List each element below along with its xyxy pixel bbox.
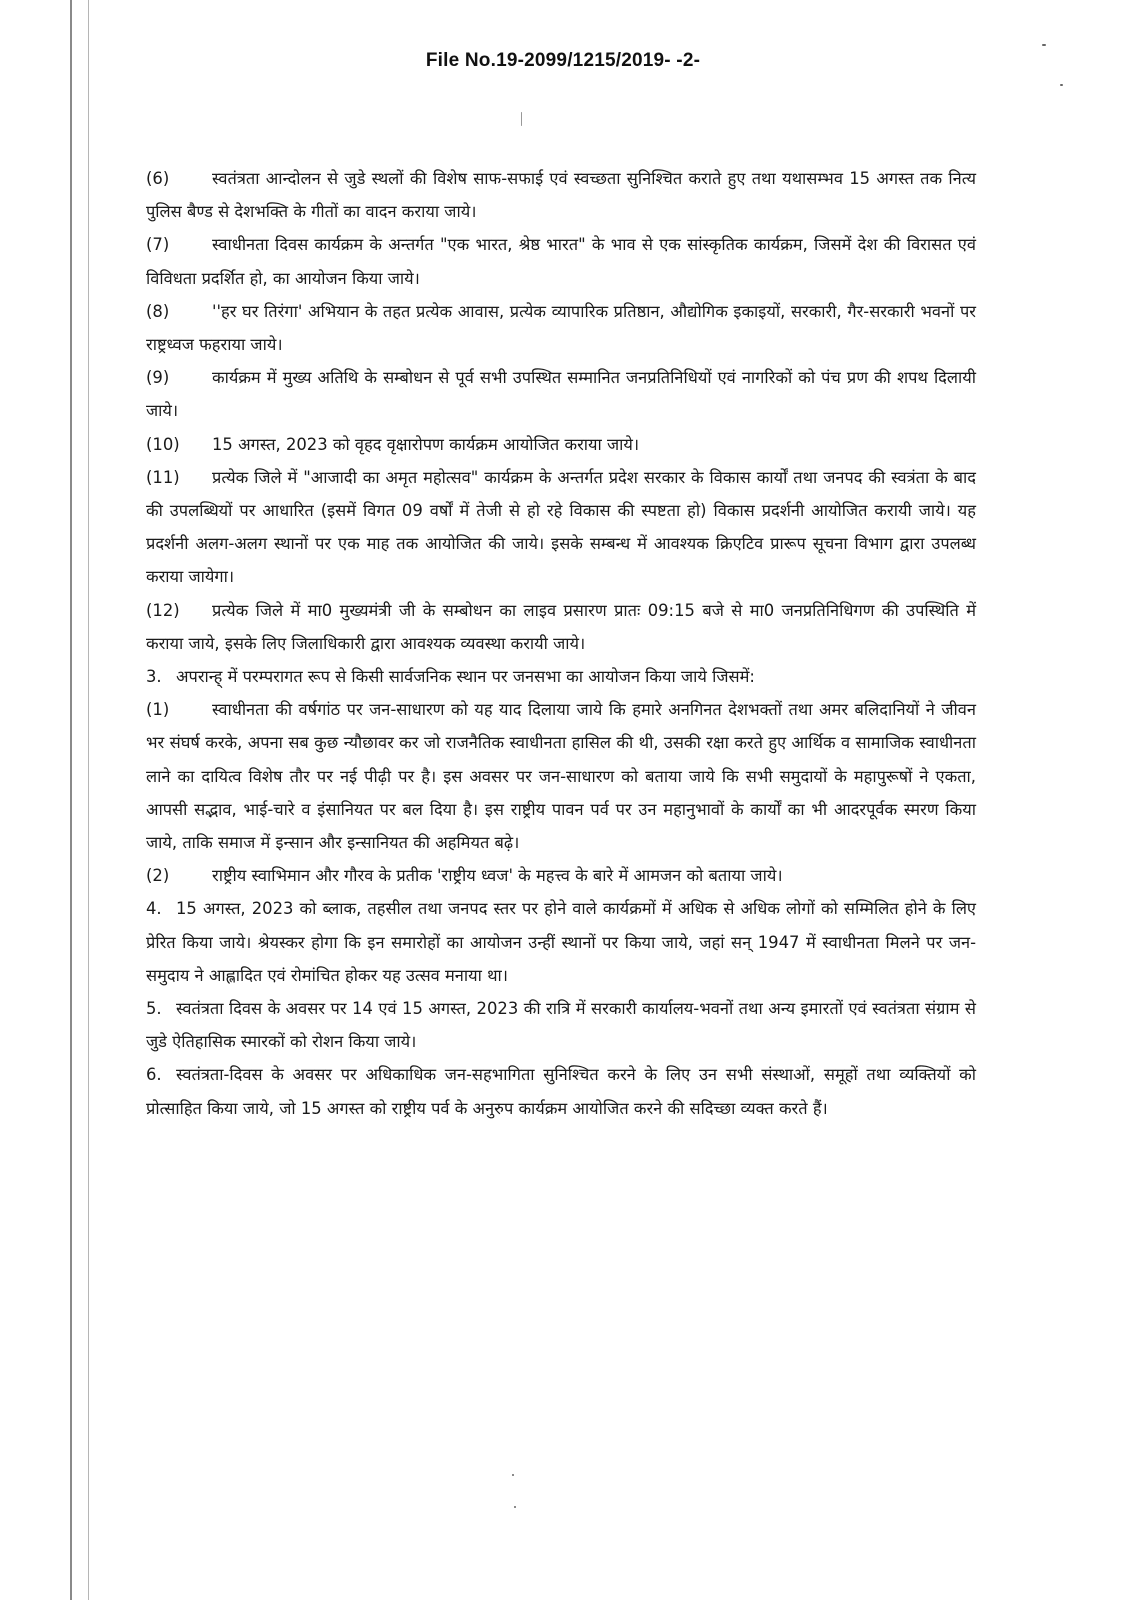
file-number-header: File No.19-2099/1215/2019- -2- <box>425 50 701 71</box>
paragraph-text: स्वाधीनता की वर्षगांठ पर जन-साधारण को यह याद दिलाया जाये कि हमारे अनगिनत देशभक्तों तथा अमर बलिदानियों ने जीवन भर संघर्ष करके, अपना सब कुछ न्यौछावर कर जो राजनैतिक स्वाधीनता हासिल की थी, उसकी रक्षा करते हुए आर्थिक व सामाजिक स्वाधीनता लाने का दायित्व विशेष तौर पर नई पीढ़ी पर है। इस अवसर पर जन-साधारण को बताया जाये कि सभी समुदायों के महापुरूषों ने एकता, आपसी सद्भाव, भाई-चारे व इंसानियत पर बल दिया है। इस राष्ट्रीय पावन पर्व पर उन महानुभावों के कार्यों का भी आदरपूर्वक स्मरण किया जाये, ताकि समाज में इन्सान और इन्सानियत की अहमियत बढ़े। <box>146 700 976 853</box>
section-number: 5. <box>146 999 162 1019</box>
paragraph-number: (8) <box>146 301 170 321</box>
paragraph-number: (2) <box>146 866 170 886</box>
scan-speck <box>521 112 522 126</box>
paragraph-text: स्वतंत्रता आन्दोलन से जुडे स्थलों की विशेष साफ-सफाई एवं स्वच्छता सुनिश्चित कराते हुए तथा यथासम्भव 15 अगस्त तक नित्य पुलिस बैण्ड से देशभक्ति के गीतों का वादन कराया जाये। <box>146 169 976 222</box>
paragraph-3-2 <box>146 859 976 892</box>
paragraph-number: (12) <box>146 600 180 620</box>
paragraph-number: (1) <box>146 700 170 720</box>
paragraph-12 <box>146 594 976 660</box>
paragraph-text: अपरान्ह् में परम्परागत रूप से किसी सार्वजनिक स्थान पर जनसभा का आयोजन किया जाये जिसमें: <box>176 667 755 687</box>
paragraph-8 <box>146 295 976 361</box>
scan-margin-line <box>70 0 72 1600</box>
paragraph-text: 15 अगस्त, 2023 को ब्लाक, तहसील तथा जनपद स्तर पर होने वाले कार्यक्रमों में अधिक से अधिक लोगों को सम्मिलित होने के लिए प्रेरित किया जाये। श्रेयस्कर होगा कि इन समारोहों का आयोजन उन्हीं स्थानों पर किया जाये, जहां सन् 1947 में स्वाधीनता मिलने पर जन-समुदाय ने आह्लादित एवं रोमांचित होकर यह उत्सव मनाया था। <box>146 899 976 985</box>
scan-speck <box>1042 44 1046 46</box>
scan-margin-line-inner <box>88 0 89 1600</box>
section-5 <box>146 992 976 1058</box>
paragraph-number: (10) <box>146 434 180 454</box>
section-number: 3. <box>146 667 162 687</box>
document-body <box>146 162 976 1125</box>
paragraph-text: प्रत्येक जिले में "आजादी का अमृत महोत्सव" कार्यक्रम के अन्तर्गत प्रदेश सरकार के विकास कार्यों तथा जनपद की स्वत्रंता के बाद की उपलब्धियों पर आधारित (इसमें विगत 09 वर्षों में तेजी से हो रहे विकास की स्पष्टता हो) विकास प्रदर्शनी आयोजित करायी जाये। यह प्रदर्शनी अलग-अलग स्थानों पर एक माह तक आयोजित की जाये। इसके सम्बन्ध में आवश्यक क्रिएटिव प्रारूप सूचना विभाग द्वारा उपलब्ध कराया जायेगा। <box>146 467 976 587</box>
paragraph-number: (11) <box>146 467 180 487</box>
paragraph-text: स्वतंत्रता दिवस के अवसर पर 14 एवं 15 अगस्त, 2023 की रात्रि में सरकारी कार्यालय-भवनों तथा अन्य इमारतों एवं स्वतंत्रता संग्राम से जुडे ऐतिहासिक स्मारकों को रोशन किया जाये। <box>146 999 976 1052</box>
section-number: 6. <box>146 1065 162 1085</box>
paragraph-number: (7) <box>146 235 170 255</box>
paragraph-9 <box>146 361 976 427</box>
scan-speck <box>512 1474 514 1476</box>
paragraph-10 <box>146 428 976 461</box>
paragraph-text: ''हर घर तिरंगा' अभियान के तहत प्रत्येक आवास, प्रत्येक व्यापारिक प्रतिष्ठान, औद्योगिक इकाइयों, सरकारी, गैर-सरकारी भवनों पर राष्ट्रध्वज फहराया जाये। <box>146 301 976 355</box>
section-number: 4. <box>146 899 162 919</box>
section-3 <box>146 660 976 693</box>
paragraph-text: 15 अगस्त, 2023 को वृहद वृक्षारोपण कार्यक्रम आयोजित कराया जाये। <box>212 434 640 454</box>
paragraph-number: (9) <box>146 368 170 388</box>
scan-speck <box>514 1506 516 1508</box>
paragraph-3-1 <box>146 693 976 859</box>
paragraph-text: राष्ट्रीय स्वाभिमान और गौरव के प्रतीक 'राष्ट्रीय ध्वज' के महत्त्व के बारे में आमजन को बताया जाये। <box>212 866 783 886</box>
paragraph-7 <box>146 228 976 294</box>
section-6 <box>146 1058 976 1124</box>
paragraph-text: कार्यक्रम में मुख्य अतिथि के सम्बोधन से पूर्व सभी उपस्थित सम्मानित जनप्रतिनिधियों एवं नागरिकों को पंच प्रण की शपथ दिलायी जाये। <box>146 368 976 421</box>
paragraph-text: प्रत्येक जिले में मा0 मुख्यमंत्री जी के सम्बोधन का लाइव प्रसारण प्रातः 09:15 बजे से मा0 जनप्रतिनिधिगण की उपस्थिति में कराया जाये, इसके लिए जिलाधिकारी द्वारा आवश्यक व्यवस्था करायी जाये। <box>146 600 976 653</box>
paragraph-11 <box>146 461 976 594</box>
paragraph-6 <box>146 162 976 228</box>
paragraph-text: स्वाधीनता दिवस कार्यक्रम के अन्तर्गत "एक भारत, श्रेष्ठ भारत" के भाव से एक सांस्कृतिक कार्यक्रम, जिसमें देश की विरासत एवं विविधता प्रदर्शित हो, का आयोजन किया जाये। <box>146 235 976 288</box>
paragraph-number: (6) <box>146 169 170 188</box>
scan-speck <box>1060 84 1063 86</box>
paragraph-text: स्वतंत्रता-दिवस के अवसर पर अधिकाधिक जन-सहभागिता सुनिश्चित करने के लिए उन सभी संस्थाओं, समूहों तथा व्यक्तियों को प्रोत्साहित किया जाये, जो 15 अगस्त को राष्ट्रीय पर्व के अनुरुप कार्यक्रम आयोजित करने की सदिच्छा व्यक्त करते हैं। <box>146 1065 976 1118</box>
section-4 <box>146 892 976 992</box>
